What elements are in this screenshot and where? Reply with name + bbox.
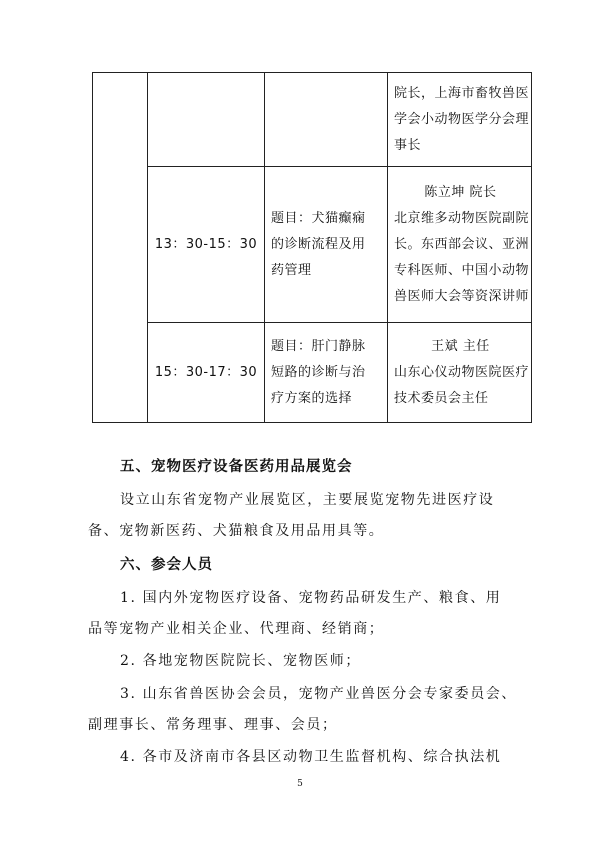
table-cell-speaker [388, 167, 532, 323]
table-cell-merged [93, 73, 148, 423]
page-number: 5 [297, 779, 303, 789]
speaker-name: 王斌 主任 [431, 338, 490, 354]
speaker-line: 院长，上海市畜牧兽医 [394, 85, 530, 101]
list-item-line: 1. 国内外宠物医疗设备、宠物药品研发生产、粮食、用 [120, 590, 502, 606]
list-item-line: 品等宠物产业相关企业、代理商、经销商； [88, 621, 385, 637]
table-row [93, 167, 532, 323]
speaker-name: 陈立坤 院长 [424, 184, 497, 200]
speaker-line: 长。东西部会议、亚洲 [394, 236, 530, 252]
table-cell-speaker [388, 73, 532, 167]
paragraph-line: 设立山东省宠物产业展览区，主要展览宠物先进医疗设 [120, 492, 495, 508]
topic-line: 药管理 [271, 262, 312, 278]
topic-line: 题目：肝门静脉 [271, 338, 366, 354]
speaker-line: 技术委员会主任 [394, 390, 489, 406]
paragraph-line: 备、宠物新医药、犬猫粮食及用品用具等。 [88, 523, 385, 539]
speaker-line: 兽医师大会等资深讲师 [394, 288, 530, 304]
topic-line: 短路的诊断与治 [271, 364, 366, 380]
table-cell-speaker [388, 323, 532, 423]
list-item-line: 4. 各市及济南市各县区动物卫生监督机构、综合执法机 [120, 749, 502, 765]
table-cell-topic [265, 73, 388, 167]
list-item-line: 2. 各地宠物医院院长、宠物医师； [120, 653, 362, 669]
speaker-line: 学会小动物医学分会理 [394, 111, 530, 127]
topic-line: 题目：犬猫癫痫 [271, 210, 366, 226]
table-row [93, 323, 532, 423]
table-cell-time: 15：30-17：30 [148, 323, 265, 423]
table-row [93, 73, 532, 167]
list-item-line: 3. 山东省兽医协会会员，宠物产业兽医分会专家委员会、 [120, 686, 518, 702]
speaker-line: 北京维多动物医院副院 [394, 210, 530, 226]
topic-line: 的诊断流程及用 [271, 236, 366, 252]
speaker-line: 专科医师、中国小动物 [394, 262, 530, 278]
table-cell-time: 13：30-15：30 [148, 167, 265, 323]
speaker-line: 事长 [394, 137, 422, 153]
table-cell-topic [265, 323, 388, 423]
list-item-line: 副理事长、常务理事、理事、会员； [88, 717, 338, 733]
section-heading: 五、宠物医疗设备医药用品展览会 [120, 459, 353, 475]
section-heading: 六、参会人员 [120, 557, 213, 573]
schedule-table [92, 72, 532, 423]
table-cell-topic [265, 167, 388, 323]
speaker-line: 山东心仪动物医院医疗 [394, 364, 530, 380]
table-cell-time [148, 73, 265, 167]
topic-line: 疗方案的选择 [271, 390, 353, 406]
